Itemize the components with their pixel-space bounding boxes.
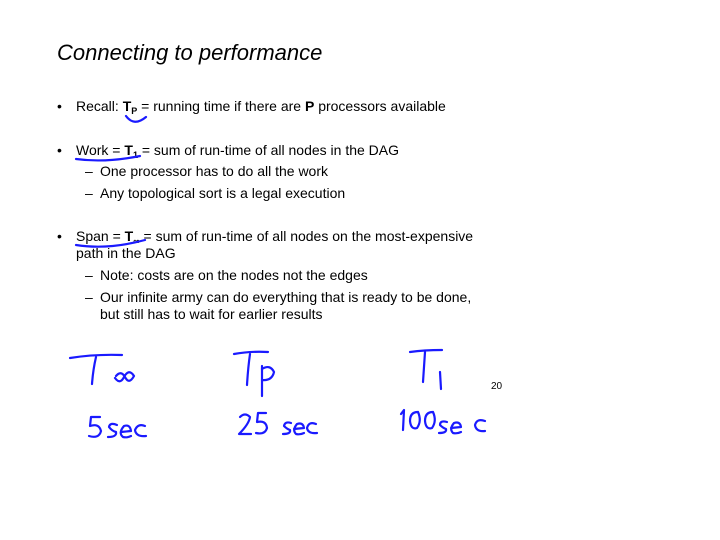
ink-t-infinity (70, 355, 134, 384)
sub-dash: – (85, 267, 93, 283)
span-subitem: Note: costs are on the nodes not the edges (100, 267, 368, 283)
bullet-work: Work = $T_1$ = sum of run-time of all nodes in the DAG (76, 142, 400, 160)
span-subitem: Our infinite army can do everything that is ready to be done, (100, 289, 472, 305)
sub-dash: – (85, 163, 93, 179)
t1-symbol: $T_1$ (124, 142, 138, 160)
slide-title: Connecting to performance (57, 40, 323, 65)
bullet-span: Span = $T_\infty$ = sum of run-time of all nodes on the most-expensive (76, 228, 474, 246)
ink-25sec (239, 413, 317, 434)
work-subitem: Any topological sort is a legal execution (100, 185, 346, 201)
page-number: 20 (491, 381, 503, 392)
tinf-symbol: $T_\infty$ (124, 228, 140, 246)
sub-dash: – (85, 185, 93, 201)
ink-t-1 (410, 350, 442, 389)
tp-symbol: $T_P$ (122, 98, 138, 116)
ink-underline-tp (126, 116, 146, 122)
ink-underline-work (76, 156, 140, 160)
bullet-recall: Recall: $T_P$ = running time if there are P processors available (76, 98, 446, 116)
span-subitem-cont: but still has to wait for earlier results (100, 306, 323, 322)
ink-5sec (89, 417, 146, 437)
sub-dash: – (85, 289, 93, 305)
bullet-marker: • (57, 142, 62, 158)
bullet-span-cont: path in the DAG (76, 245, 176, 261)
bullet-marker: • (57, 98, 62, 114)
ink-t-p (234, 352, 274, 396)
ink-100sec (401, 410, 485, 433)
ink-underline-span (76, 240, 145, 247)
work-subitem: One processor has to do all the work (100, 163, 329, 179)
p-bold: P (304, 98, 315, 114)
bullet-marker: • (57, 228, 62, 244)
